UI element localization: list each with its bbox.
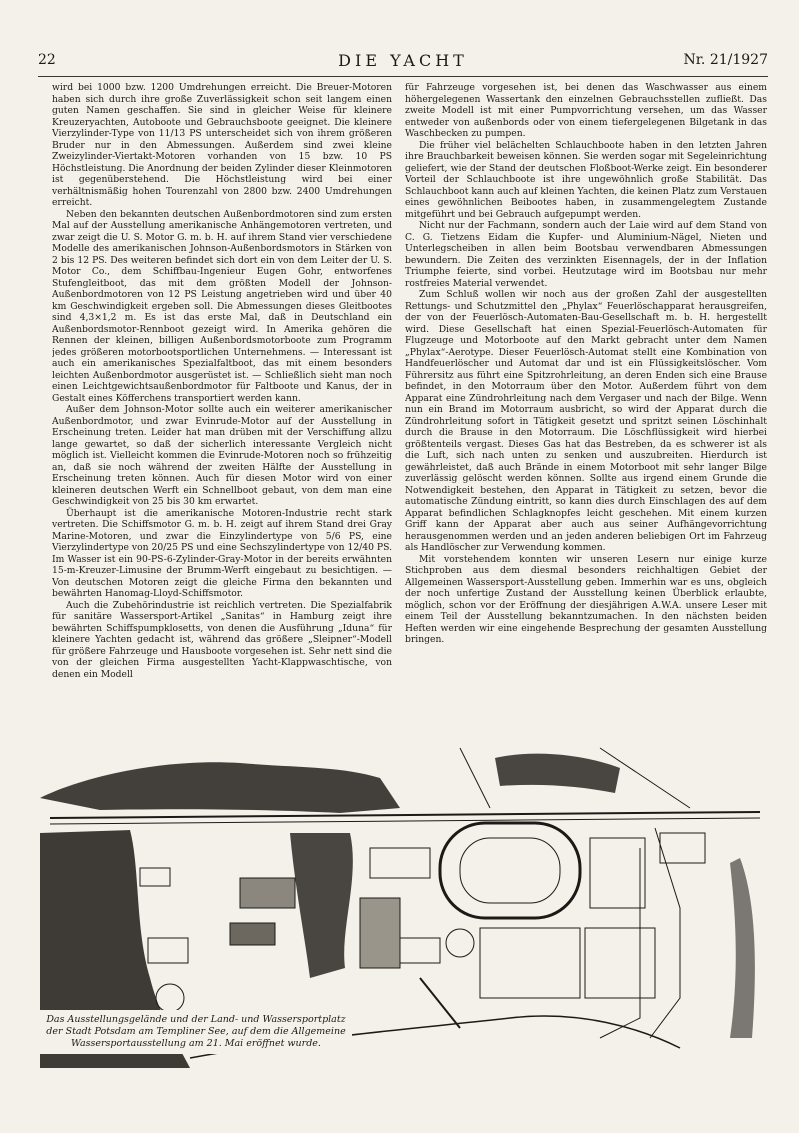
building <box>240 878 295 908</box>
building <box>140 868 170 886</box>
forest-area <box>40 762 400 813</box>
paragraph: Mit vorstehendem konnten wir unseren Lesern nur einige kurze Stichproben aus dem diesmal besonders reichhaltigen Gebiet der Allgemeinen Wassersport-Ausstellung geben. Immerhin war es uns, obgleich der noch unfertige Zustand der Ausstellung keinen Überblick erlaubte, möglich, schon vor der Eröffnung der diesjährigen A.W.A. unsere Leser mit einem Teil der Ausstellung bekanntzumachen. In den nächsten beiden Heften werden wir eine eingehende Besprechung der gesamten Ausstellung bringen. <box>405 553 767 645</box>
path <box>600 848 640 1038</box>
railway-line <box>50 818 760 824</box>
track <box>446 929 474 957</box>
paragraph: wird bei 1000 bzw. 1200 Umdrehungen erreicht. Die Breuer-Motoren haben sich durch ihre große Zuverlässigkeit schon seit langem einen guten Namen geschaffen. Sie sind in gleicher Weise für kleinere Kreuzeryachten, Autoboote und Gebrauchsboote geeignet. Die kleinere Vierzylinder-Type von 11/13 PS unterscheidet sich von ihrem größeren Bruder nur in den Abmessungen. Außerdem sind zwei kleine Zweizylinder-Viertakt-Motoren vorhanden von 15 bzw. 10 PS Höchstleistung. Die Anordnung der beiden Zylinder dieser Kleinmotoren ist gegenüberstehend. Die Höchstleistung wird bei einer verhältnismäßig hohen Tourenzahl von 2800 bzw. 2400 Umdrehungen erreicht. <box>52 82 392 208</box>
paragraph: Neben den bekannten deutschen Außenbordmotoren sind zum ersten Mal auf der Ausstellung amerikanische Anhängemotoren vertreten, und zwar zeigt die U. S. Motor G. m. b. H. auf ihrem Stand vier verschiedene Modelle des amerikanischen Johnson-Außenbordsmotors in Stärken von 2 bis 12 PS. Des weiteren befindet sich dort ein von dem Leiter der U. S. Motor Co., dem Schiffbau-Ingenieur Eugen Gohr, entworfenes Stufengleitboot, das mit dem größten Modell der Johnson-Außenbordmotoren von 12 PS Leistung angetrieben wird und über 40 km Geschwindigkeit ergeben soll. Die Abmessungen dieses Gleitbootes sind 4,3×1,2 m. Es ist das erste Mal, daß in Deutschland ein Außenbordsmotor-Rennboot gezeigt wird. In Amerika gehören die Rennen der kleinen, billigen Außenbordsmotorboote zum Programm jedes größeren motorbootsportlichen Unternehmens. — Interessant ist auch ein amerikanisches Spezialfaltboot, das mit einem besonders leichten Außenbordmotor ausgerüstet ist. — Schließlich sieht man noch einen Leichtgewichtsaußenbordmotor für Faltboote und Kanus, der in Gestalt eines Köfferchens transportiert werden kann. <box>52 208 392 404</box>
issue-number: Nr. 21/1927 <box>683 52 768 68</box>
paragraph: Außer dem Johnson-Motor sollte auch ein weiterer amerikanischer Außenbordmotor, und zwar Evinrude-Motor auf der Ausstellung in Erscheinung treten. Leider hat man drüben mit der Verschiffung allzu lange gewartet, so daß der sicherlich interessante Vergleich nicht möglich ist. Vielleicht kommen die Evinrude-Motoren noch so frühzeitig an, daß sie noch während der zweiten Hälfte der Ausstellung in Erscheinung treten können. Auch für diesen Motor wird von einer kleineren deutschen Werft ein Schnellboot gebaut, von dem man eine Geschwindigkeit von 25 bis 30 km erwartet. <box>52 404 392 507</box>
page-header <box>38 52 768 72</box>
road-line <box>460 748 490 808</box>
building <box>400 938 440 963</box>
paragraph: Zum Schluß wollen wir noch aus der großen Zahl der ausgestellten Rettungs- und Schutzmittel den „Phylax“ Feuerlöschapparat herausgreifen, der von der Feuerlösch-Automaten-Bau-Gesellschaft m. b. H. hergestellt wird. Diese Gesellschaft hat einen Spezial-Feuerlösch-Automaten für Flugzeuge und Motorboote auf den Markt gebracht unter dem Namen „Phylax“-Aerotype. Dieser Feuerlösch-Automat stellt eine Kombination von Handfeuerlöscher und Automat dar und ist ein Flüssigkeitslöscher. Vom Führersitz aus führt eine Spitzrohrleitung, an deren Enden sich eine Brause befindet, in den Motorraum über den Motor. Außerdem führt von dem Apparat eine Zündrohrleitung nach dem Vergaser und nach der Bilge. Wenn nun ein Brand im Motorraum ausbricht, so wird der Apparat durch die Zündrohrleitung sofort in Tätigkeit gesetzt und spritzt seinen Löschinhalt durch die Brause in den Motorraum. Die Löschflüssigkeit wird hierbei größtenteils vergast. Dieses Gas hat das Bestreben, da es schwerer ist als die Luft, sich nach unten zu senken und auszubreiten. Hierdurch ist gewährleistet, daß auch Brände in einem Motorboot mit sehr langer Bilge zuverlässig gelöscht werden können. Sollte aus irgend einem Grunde die Notwendigkeit bestehen, den Apparat in Tätigkeit zu setzen, bevor die automatische Zündung eintritt, so kann dies durch Einschlagen des auf dem Apparat befindlichen Schlagknopfes leicht geschehen. Mit einem kurzen Griff kann der Apparat aber auch aus seiner Aufhängevorrichtung herausgenommen werden und an jeden anderen beliebigen Ort im Fahrzeug als Handlöscher zur Verwendung kommen. <box>405 289 767 553</box>
building <box>148 938 188 963</box>
building <box>370 848 430 878</box>
paragraph: Die früher viel belächelten Schlauchboote haben in den letzten Jahren ihre Brauchbarkeit beweisen können. Sie werden sogar mit Segeleinrichtung geliefert, wie der Stand der deutschen Floßboot-Werke zeigt. Ein besonderer Vorteil der Schlauchboote ist ihre ungewöhnlich große Stabilität. Das Schlauchboot kann auch auf kleinen Yachten, die keinen Platz zum Verstauen eines gewöhnlichen Beibootes haben, in zusammengelegtem Zustande mitgeführt und bei Gebrauch aufgepumpt werden. <box>405 139 767 220</box>
stadium <box>440 823 580 918</box>
paragraph: Nicht nur der Fachmann, sondern auch der Laie wird auf dem Stand von C. G. Tietzens Eidam die Kupfer- und Aluminium-Nägel, Nieten und Unterlegscheiben in allen beim Bootsbau verwendbaren Abmessungen bewundern. Die Zeiten des verzinkten Eisennagels, der in der Inflation Triumphe feierte, sind vorbei. Heutzutage wird im Bootsbau nur mehr rostfreies Material verwendet. <box>405 220 767 289</box>
building <box>660 833 705 863</box>
building <box>360 898 400 968</box>
page-number: 22 <box>38 52 56 68</box>
railway-line <box>50 812 760 818</box>
left-column <box>52 82 392 732</box>
forest-area <box>495 754 620 793</box>
header-rule <box>38 76 768 77</box>
forest-area <box>730 858 755 1038</box>
magazine-title: DIE YACHT <box>338 51 468 70</box>
paragraph: Überhaupt ist die amerikanische Motoren-Industrie recht stark vertreten. Die Schiffsmotor G. m. b. H. zeigt auf ihrem Stand drei Gray Marine-Motoren, und zwar die Einzylindertype von 5/6 PS, eine Vierzylindertype von 20/25 PS und eine Sechszylindertype von 12/40 PS. Im Wasser ist ein 90-PS-6-Zylinder-Gray-Motor in der bereits erwähnten 15-m-Kreuzer-Limusine der Brumm-Werft eingebaut zu besichtigen. — Von deutschen Motoren zeigt die gleiche Firma den bekannten und bewährten Hanomag-Lloyd-Schiffsmotor. <box>52 507 392 599</box>
right-column <box>405 82 767 732</box>
stadium-field <box>460 838 560 903</box>
paragraph: für Fahrzeuge vorgesehen ist, bei denen das Waschwasser aus einem höhergelegenen Wassertank den einzelnen Gebrauchsstellen zufließt. Das zweite Modell ist mit einer Pumpvorrichtung versehen, um das Wasser entweder von außenbords oder von einem tiefergelegenen Bilgetank in das Waschbecken zu pumpen. <box>405 82 767 139</box>
pier <box>420 978 460 1028</box>
sports-field <box>585 928 655 998</box>
figure-caption: Das Ausstellungsgelände und der Land- und Wassersportplatz der Stadt Potsdam am Templiner See, auf dem die Allgemeine Wassersportausstellung am 21. Mai eröffnet wurde. <box>40 1010 352 1054</box>
round-building <box>156 984 184 1012</box>
building <box>230 923 275 945</box>
sports-field <box>590 838 645 908</box>
sports-field <box>480 928 580 998</box>
forest-area <box>290 833 353 978</box>
paragraph: Auch die Zubehörindustrie ist reichlich vertreten. Die Spezialfabrik für sanitäre Wassersport-Artikel „Sanitas“ in Hamburg zeigt ihre bewährten Schiffspumpklosetts, von denen die Ausführung „Iduna“ für kleinere Yachten gedacht ist, während das größere „Sleipner“-Modell für größere Fahrzeuge und Hausboote vorgesehen ist. Sehr nett sind die von der gleichen Firma ausgestellten Yacht-Klappwaschtische, von denen ein Modell <box>52 599 392 680</box>
